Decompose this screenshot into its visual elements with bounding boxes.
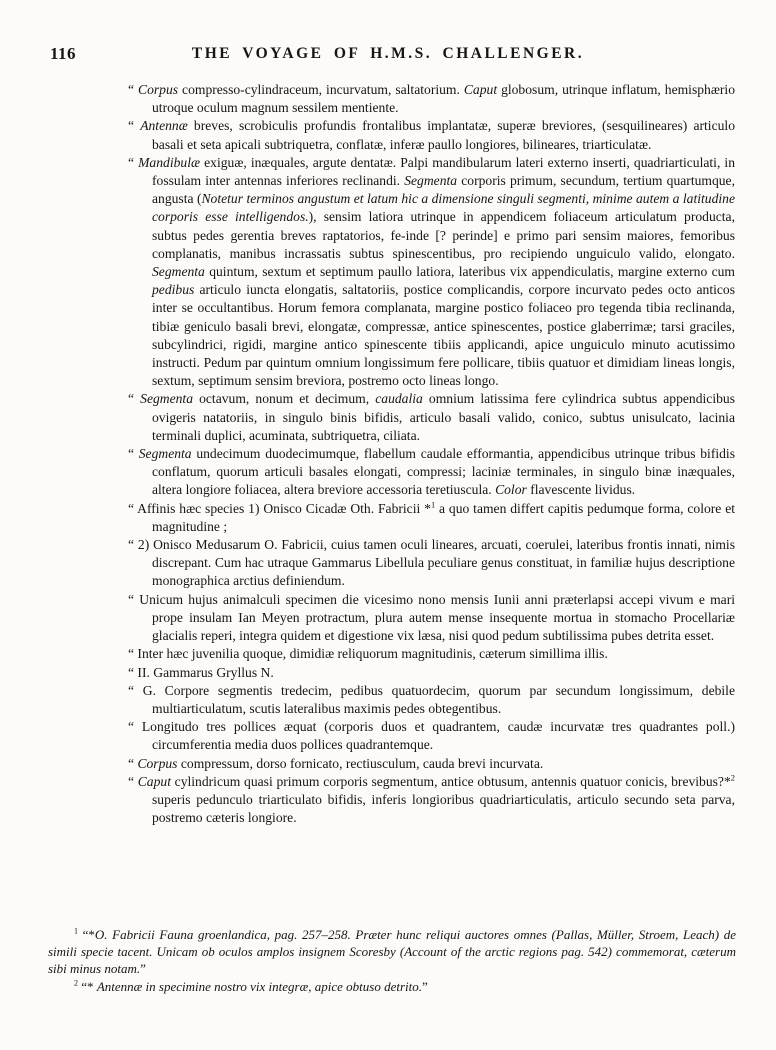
text-run: globosum, utrinque inflatum, hemisphærio utroque oculum magnum sessilem mentiente.	[152, 82, 735, 116]
italic-run: caudalia	[375, 391, 423, 407]
text-run: “	[128, 446, 139, 462]
paragraph	[128, 390, 735, 445]
paragraph	[128, 773, 735, 828]
paragraph	[128, 500, 735, 536]
text-run: “ Longitudo tres pollices æquat (corporis duos et quadrantem, caudæ incurvatæ tres quadrantes poll.) circumferentia media duos pollices quadrantemque.	[128, 719, 735, 753]
paragraph	[128, 445, 735, 500]
text-run: corporis primum, secundum, tertium quartumque, angusta (	[152, 173, 735, 207]
text-run: “ G. Corpore segmentis tredecim, pedibus quatuordecim, quorum par secundum longissimum, debile multiarticulatum, scutis lateralibus maximis pedes obtegentibus.	[128, 682, 735, 716]
italic-run: Caput	[137, 773, 171, 789]
text-run: “ Unicum hujus animalculi specimen die vicesimo nono mensis Iunii anni præterlapsi accepi vivum e mari prope insulam Ian Meyen protractum, plura autem mense insequente mortua in stomacho Procellariæ glacialis reperi, integra quidem et digestione vix læsa, nisi quod pedum subtilissima pubes detrita esset.	[128, 591, 735, 644]
text-run: omnium latissima fere cylindrica subtus appendicibus ovigeris natatoriis, in singulo binis bifidis, articulo basali valido, conico, subtus unisulcato, lacinia terminali duplici, acuminata, subtriquetra, ciliata.	[152, 391, 735, 443]
footnote	[48, 978, 736, 995]
italic-run: Antennæ in specimine nostro vix integræ, apice obtuso detrito.	[96, 978, 423, 994]
text-run: a quo tamen differt capitis pedumque forma, colore et magnitudine ;	[152, 500, 736, 534]
paragraph	[128, 154, 735, 391]
text-run: “*	[78, 978, 97, 994]
text-run: ”	[422, 978, 428, 994]
text-run: compresso-cylindraceum, incurvatum, saltatorium.	[178, 82, 464, 97]
text-run: “ 2) Onisco Medusarum O. Fabricii, cuius tamen oculi lineares, arcuati, coerulei, lateribus frontis innati, nimis discrepant. Cum hac utraque Gammarus Libellula peculiare genus constituat, in familiæ hujus descriptione monographica arctius definiendum.	[128, 537, 735, 589]
paragraph	[128, 718, 735, 754]
text-run: breves, scrobiculis profundis frontalibus implantatæ, superæ breviores, (sesquilineares) articulo basali et seta apicali subtriquetra, conflatæ, inferæ paullo longiores, bilineares, triarticulatæ.	[152, 118, 735, 152]
paragraph	[128, 536, 735, 591]
paragraph	[128, 755, 735, 773]
text-run: quintum, sextum et septimum paullo latiora, lateribus vix appendiculatis, margine externo cum	[204, 264, 735, 280]
italic-run: Segmenta	[138, 446, 192, 462]
text-run: compressum, dorso fornicato, rectiusculum, cauda brevi incurvata.	[177, 755, 544, 771]
text-run: “	[128, 391, 141, 407]
text-run: “	[128, 82, 139, 97]
running-head: THE VOYAGE OF H.M.S. CHALLENGER.	[191, 45, 585, 62]
footnote-marker: 2	[74, 978, 79, 988]
text-run: “ II. Gammarus Gryllus N.	[128, 664, 274, 680]
italic-run: pedibus	[152, 282, 195, 298]
paragraph	[128, 591, 735, 646]
text-run: “*	[78, 927, 95, 942]
italic-run: Notetur terminos angustum et latum hic a dimensione singuli segmenti, minime autem a latitudine corporis esse intelligendos.	[152, 191, 735, 225]
italic-run: Segmenta	[152, 264, 205, 280]
paragraph	[128, 117, 735, 153]
italic-run: Segmenta	[404, 173, 458, 189]
footnote-marker: 1	[74, 926, 79, 936]
italic-run: Corpus	[137, 755, 178, 771]
italic-run: O. Fabricii Fauna groenlandica, pag. 257–258. Præter hunc reliqui auctores omnes (Pallas, Müller, Stroem, Leach) de simili specie tacent. Unicam ob oculos amplos insignem Scoresby (Account of the arctic regions pag. 542) commemorat, cæterum sibi minus notam.	[48, 927, 736, 977]
footnote-marker: 2	[730, 772, 735, 783]
text-run: articulo iuncta elongatis, saltatoriis, postice complicandis, corpore incurvato pedes octo anticos inter se occultantibus. Horum femora complanata, margine postico foliaceo pro tegenda tibia reclinanda, tibiæ geniculo basali brevi, elongatæ, compressæ, antice spinescentes, postice glaberrimæ; tarsi graciles, subcylindrici, rigidi, margine antico spinescente tibiis applicandi, apice unguiculo minuto acutissimo instructi. Pedum par quintum omnium longissimum fere pollicare, tibiis quatuor et dimidiam lineas longis, sextum, septimum sensim breviora, postremo octo lineas longo.	[152, 282, 735, 389]
body-paragraphs	[128, 81, 735, 827]
text-run: flavescente lividus.	[526, 482, 636, 498]
footnotes-block	[48, 926, 736, 995]
text-run: octavum, nonum et decimum,	[193, 391, 376, 407]
italic-run: Corpus	[138, 82, 179, 97]
paragraph	[128, 645, 735, 663]
text-run: “	[128, 773, 138, 789]
page-number: 116	[50, 44, 77, 63]
footnote	[48, 926, 736, 978]
text-run: ), sensim latiora utrinque in appendicem foliaceum articulatum producta, subtus pedes gerentia breves raptatorios, fe-inde [? perinde] e primo pari sensim maiores, femoribus complanatis, manibus incrassatis subtus spinescentibus, pro recipiendo unguiculo valido, elongato.	[152, 209, 735, 261]
paragraph	[128, 81, 735, 117]
text-run: exiguæ, inæquales, argute dentatæ. Palpi mandibularum lateri externo inserti, quadriarticulati, in fossulam inter antennas inferiores reclinandi.	[152, 154, 735, 189]
paragraph	[128, 664, 735, 682]
text-run: ”	[140, 961, 146, 977]
italic-run: Mandibulæ	[138, 154, 201, 170]
text-run: “	[128, 755, 138, 771]
italic-run: Antennæ	[140, 118, 188, 134]
paragraph	[128, 682, 735, 718]
text-run: undecimum duodecimumque, flabellum caudale efformantia, appendicibus utrinque tribus bifidis conflatum, quorum articuli basales elongati, compressi; laciniæ terminales, in singulo binæ inæquales, altera longiore foliacea, altera breviore accessoria teretiuscula.	[152, 446, 736, 498]
text-run: “ Affinis hæc species 1) Onisco Cicadæ Oth. Fabricii *	[128, 500, 431, 516]
text-run: “	[128, 154, 139, 170]
text-run: superis pedunculo triarticulato bifidis, inferis longioribus quadriarticulatis, articulo secundo seta parva, postremo cæteris longiore.	[152, 791, 735, 826]
italic-run: Segmenta	[140, 391, 193, 407]
italic-run: Caput	[463, 82, 498, 97]
italic-run: Color	[495, 482, 527, 498]
text-run: “	[128, 118, 141, 134]
footnote-marker: 1	[430, 499, 436, 510]
text-run: cylindricum quasi primum corporis segmentum, antice obtusum, antennis quatuor conicis, brevibus?*	[170, 773, 731, 789]
text-run: “ Inter hæc juvenilia quoque, dimidiæ reliquorum magnitudinis, cæterum simillima illis.	[128, 646, 608, 662]
